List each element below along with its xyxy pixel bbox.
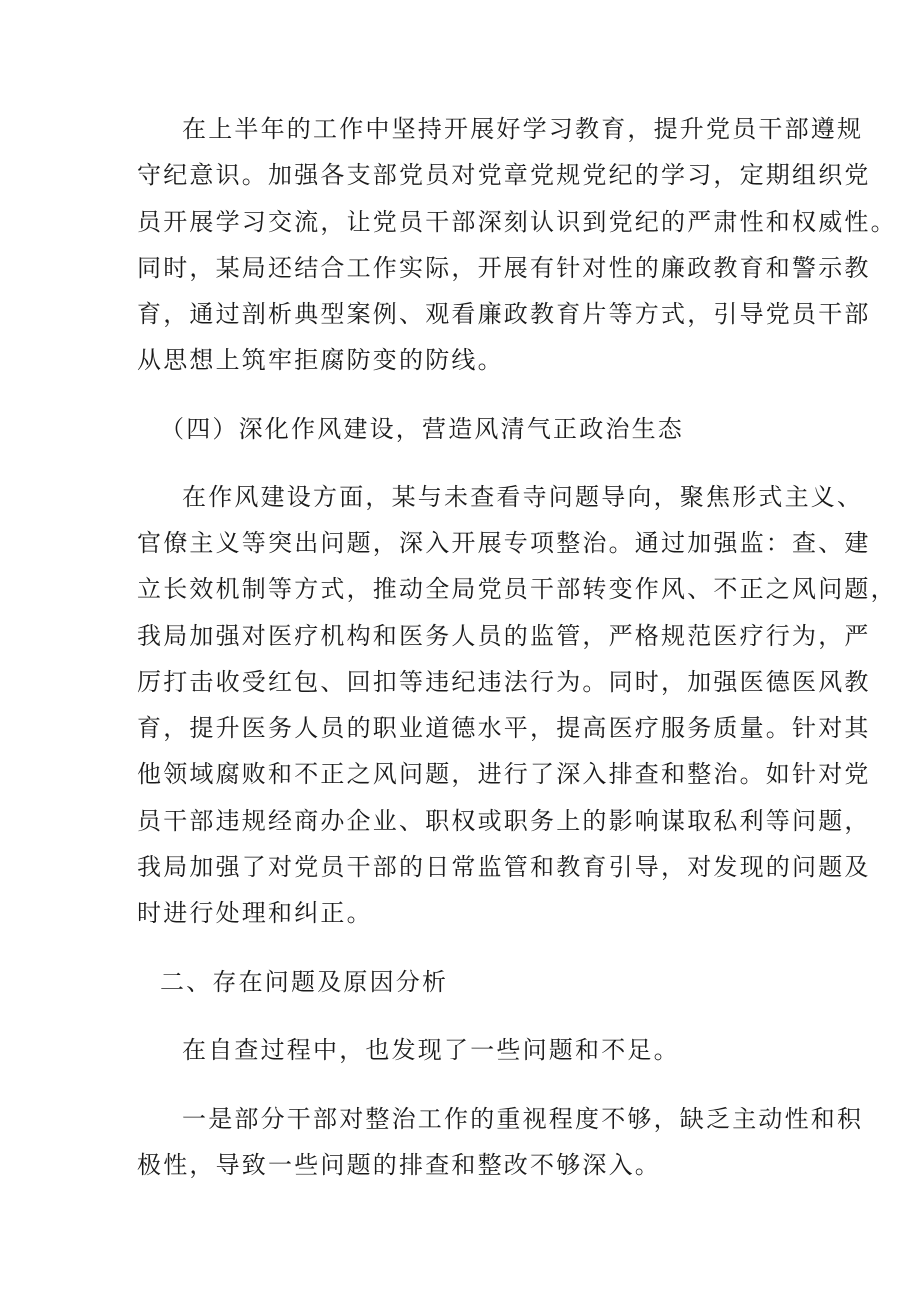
- text-line: 他领域腐败和不正之风问题，进行了深入排查和整治。如针对党: [137, 760, 871, 788]
- text-line: 员开展学习交流，让党员干部深刻认识到党纪的严肃性和权威性。: [137, 208, 897, 236]
- text-line: 官僚主义等突出问题，深入开展专项整治。通过加强监：查、建: [137, 529, 871, 557]
- text-line: 守纪意识。加强各支部党员对党章党规党纪的学习，定期组织党: [137, 161, 871, 189]
- text-line: 育，通过剖析典型案例、观看廉政教育片等方式，引导党员干部: [137, 300, 871, 328]
- text-line: 我局加强对医疗机构和医务人员的监管，严格规范医疗行为，严: [137, 622, 871, 650]
- text-line: 员干部违规经商办企业、职权或职务上的影响谋取私利等问题，: [137, 807, 871, 835]
- text-line: 在自查过程中，也发现了一些问题和不足。: [182, 1036, 680, 1064]
- text-line: 一是部分干部对整治工作的重视程度不够，缺乏主动性和积: [182, 1105, 864, 1133]
- section-heading: 二、存在问题及原因分析: [160, 968, 449, 996]
- text-line: 立长效机制等方式，推动全局党员干部转变作风、不正之风问题，: [137, 575, 897, 603]
- section-heading: （四）深化作风建设，营造风清气正政治生态: [160, 415, 684, 443]
- text-line: 我局加强了对党员干部的日常监管和教育引导，对发现的问题及: [137, 853, 871, 881]
- text-line: 在作风建设方面，某与未查看寺问题导向，聚焦形式主义、: [182, 483, 864, 511]
- text-line: 从思想上筑牢拒腐防变的防线。: [137, 346, 504, 374]
- text-line: 厉打击收受红包、回扣等违纪违法行为。同时，加强医德医风教: [137, 668, 871, 696]
- text-line: 育，提升医务人员的职业道德水平，提高医疗服务质量。针对其: [137, 714, 871, 742]
- text-line: 同时，某局还结合工作实际，开展有针对性的廉政教育和警示教: [137, 254, 871, 282]
- text-line: 极性，导致一些问题的排查和整改不够深入。: [137, 1151, 661, 1179]
- text-line: 时进行处理和纠正。: [137, 899, 373, 927]
- text-line: 在上半年的工作中坚持开展好学习教育，提升党员干部遵规: [182, 115, 864, 143]
